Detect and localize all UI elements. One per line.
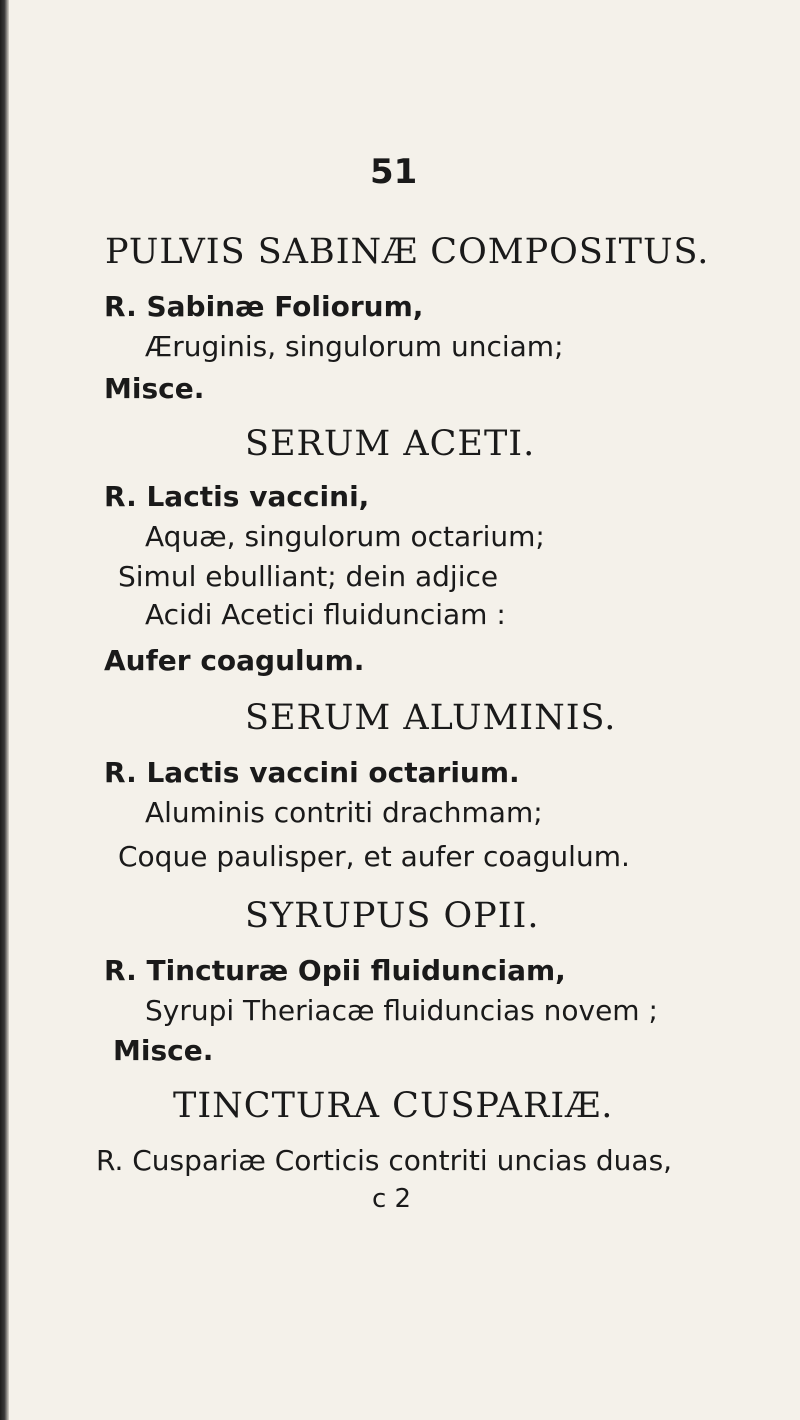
recipe-line: Acidi Acetici fluidunciam : xyxy=(145,598,506,631)
page-binding-edge xyxy=(0,0,9,1420)
recipe-line: Misce. xyxy=(113,1034,214,1067)
recipe-line: R. Lactis vaccini octarium. xyxy=(104,756,520,789)
recipe-line: R. Sabinæ Foliorum, xyxy=(104,290,424,323)
recipe-line: Simul ebulliant; dein adjice xyxy=(118,560,499,593)
section-title-pulvis-sabinae: PULVIS SABINÆ COMPOSITUS. xyxy=(105,232,710,272)
section-title-serum-aceti: SERUM ACETI. xyxy=(245,424,536,464)
section-title-serum-aluminis: SERUM ALUMINIS. xyxy=(245,698,617,738)
recipe-line: R. Tincturæ Opii fluidunciam, xyxy=(104,954,566,987)
recipe-line: R. Cuspariæ Corticis contriti uncias duas, xyxy=(96,1144,673,1177)
recipe-line: Aluminis contriti drachmam; xyxy=(145,796,543,829)
page-number: 51 xyxy=(370,152,418,192)
signature-mark: c 2 xyxy=(372,1184,412,1214)
recipe-line: Coque paulisper, et aufer coagulum. xyxy=(118,840,630,873)
recipe-line: R. Lactis vaccini, xyxy=(104,480,370,513)
section-title-syrupus-opii: SYRUPUS OPII. xyxy=(245,896,540,936)
section-title-tinctura-cuspariae: TINCTURA CUSPARIÆ. xyxy=(173,1086,614,1126)
recipe-line: Syrupi Theriacæ fluiduncias novem ; xyxy=(145,994,658,1027)
recipe-line: Misce. xyxy=(104,372,205,405)
recipe-line: Aquæ, singulorum octarium; xyxy=(145,520,545,553)
recipe-line: Aufer coagulum. xyxy=(104,644,365,677)
recipe-line: Æruginis, singulorum unciam; xyxy=(145,330,564,363)
